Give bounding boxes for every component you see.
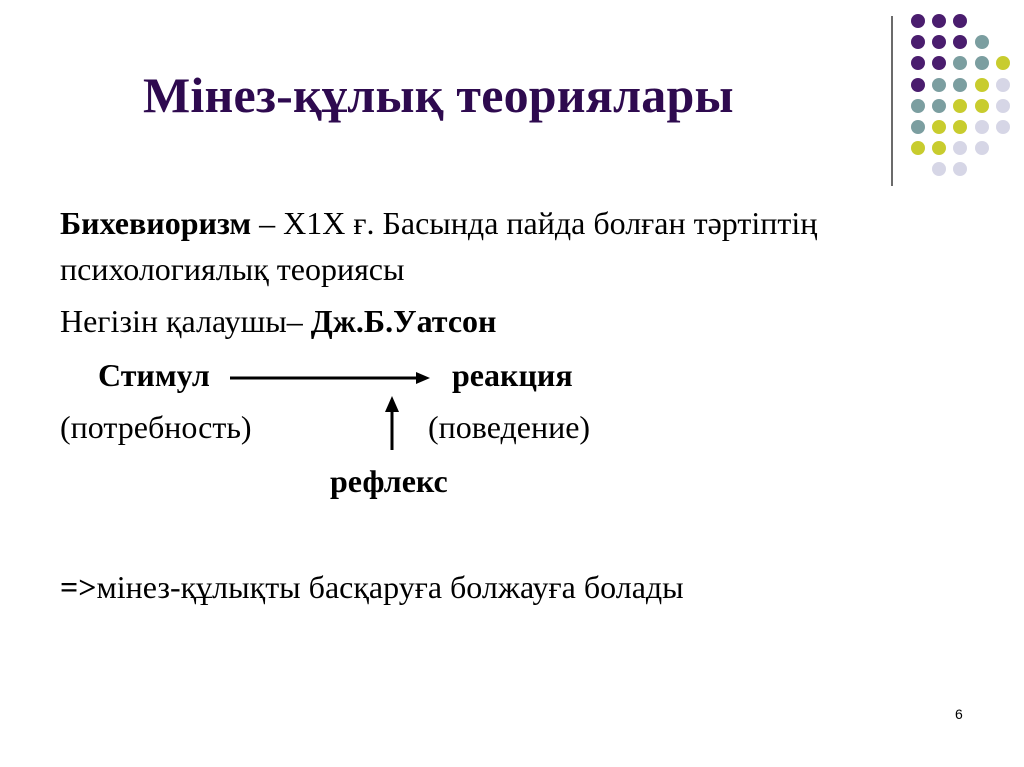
decor-dot [953,56,967,70]
decor-dot [996,120,1010,134]
decor-dot [996,99,1010,113]
founder-label: Негізін қалаушы– [60,303,311,339]
reaction-label: реакция [452,357,573,393]
decor-dot [911,14,925,28]
decor-dot [975,56,989,70]
decor-dot [911,78,925,92]
decor-dot [975,120,989,134]
decor-dot [932,14,946,28]
decor-dot [953,78,967,92]
decor-dot [932,99,946,113]
decor-dot [953,35,967,49]
slide-title: Мінез-құлық теориялары [143,67,734,123]
decor-dot [932,162,946,176]
decor-dot [953,120,967,134]
decor-dot [932,141,946,155]
page-number: 6 [955,706,963,722]
founder-name: Дж.Б.Уатсон [310,303,497,339]
decor-dot [932,120,946,134]
stimulus-label: Стимул [98,357,210,393]
decor-dot [975,141,989,155]
right-arrow-icon [230,371,430,385]
decor-dot [911,99,925,113]
implies-symbol: => [60,569,97,605]
need-label: (потребность) [60,409,252,445]
decor-dot [932,78,946,92]
up-arrow-icon [383,396,401,450]
decor-dot [911,56,925,70]
behavior-label: (поведение) [428,409,591,445]
reflex-label: рефлекс [330,463,448,499]
decor-dot [911,120,925,134]
decor-dot [953,99,967,113]
decor-dot [975,78,989,92]
decor-dot [975,35,989,49]
decor-dot [975,99,989,113]
decor-dot [953,14,967,28]
definition-line-2: психологиялық теориясы [60,251,405,287]
decor-dot [996,56,1010,70]
decor-dot [932,56,946,70]
conclusion-line [60,569,684,606]
decor-dot [953,141,967,155]
decor-dot [911,141,925,155]
term-behaviorism: Бихевиоризм [60,205,252,241]
definition-text: – Х1Х ғ. Басында пайда болған тәртіптің [251,205,818,241]
decor-dot [996,78,1010,92]
decor-dot [932,35,946,49]
conclusion-text: мінез-құлықты басқаруға болжауға болады [96,569,684,605]
decor-dot [911,35,925,49]
founder-line [60,303,496,340]
decor-dot [953,162,967,176]
definition-line-1 [60,205,817,242]
decorative-dot-grid [0,0,1024,200]
